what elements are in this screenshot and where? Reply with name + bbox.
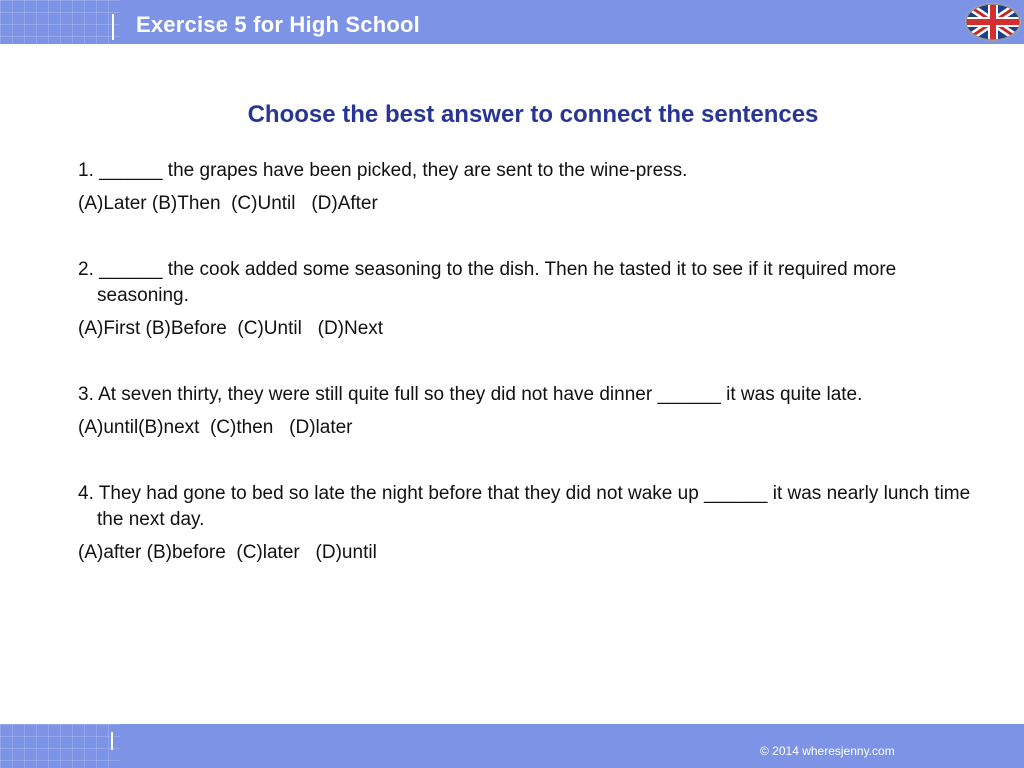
footer-copyright: © 2014 wheresjenny.com	[760, 744, 895, 758]
footer-bar	[0, 724, 1024, 768]
header-bar	[0, 0, 1024, 44]
uk-flag-icon	[964, 2, 1022, 42]
header-title: Exercise 5 for High School	[136, 12, 420, 37]
question-options-4: (A)after (B)before (C)later (D)until	[78, 542, 377, 563]
question-prompt-3: 3. At seven thirty, they were still quite full so they did not have dinner ______ it was quite late.	[78, 384, 863, 405]
question-spacer	[78, 441, 980, 481]
question-item-2	[78, 257, 980, 342]
page-title: Choose the best answer to connect the sentences	[247, 101, 819, 128]
question-prompt-1: 1. ______ the grapes have been picked, they are sent to the wine-press.	[78, 160, 688, 181]
header-divider	[112, 14, 114, 40]
question-options-1: (A)Later (B)Then (C)Until (D)After	[78, 193, 378, 214]
question-prompt-4: 4. They had gone to bed so late the night before that they did not wake up ______ it was nearly lunch time the next day.	[78, 483, 971, 530]
question-list	[78, 158, 980, 566]
question-item-3	[78, 382, 980, 441]
header-pattern	[0, 0, 120, 44]
question-options-2: (A)First (B)Before (C)Until (D)Next	[78, 318, 384, 339]
question-prompt-2: 2. ______ the cook added some seasoning to the dish. Then he tasted it to see if it required more seasoning.	[78, 259, 897, 306]
question-spacer	[78, 217, 980, 257]
footer-pattern	[0, 724, 120, 768]
question-item-4	[78, 481, 980, 566]
question-options-3: (A)until(B)next (C)then (D)later	[78, 417, 353, 438]
footer-divider	[111, 732, 113, 750]
question-spacer	[78, 342, 980, 382]
question-item-1	[78, 158, 980, 217]
